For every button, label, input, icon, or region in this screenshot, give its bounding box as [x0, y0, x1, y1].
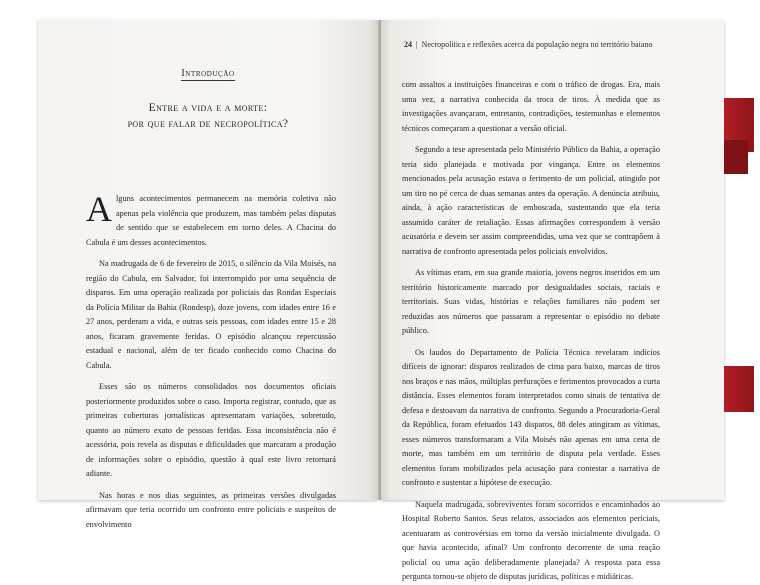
running-head	[404, 40, 652, 49]
paragraph: As vítimas eram, em sua grande maioria, jovens negros inseridos em um território historicamente marcado por desigualdades sociais, raciais e territoriais. Suas vidas, histórias e relações familiares não podem ser reduzidas aos números que passaram a representar o episódio no debate público.	[402, 268, 660, 335]
paragraph: Os laudos do Departamento de Polícia Técnica revelaram indícios difíceis de ignorar: disparos realizados de cima para baixo, marcas de tiros nos braços e nas mãos, múltiplas perfurações e ferimentos provocados a curta distância. Esses elementos foram interpretados como sinais de tentativa de defesa e destoavam da narrativa de confronto. Segundo a Procuradoria-Geral da República, foram efetuados 143 disparos, 88 deles atingiram as vítimas, esses números transformaram a Vila Moisés não apenas em uma cena de morte, mas também em um território de disputa pela verdade. Esses elementos foram mobilizados pela acusação para contestar a narrativa de confronto e sustentar a hipótese de execução.	[402, 347, 660, 487]
section-title-line1: Entre a vida e a morte:	[148, 102, 268, 114]
page-marker-tab	[724, 140, 748, 174]
chapter-heading: Introdução	[181, 68, 235, 79]
paragraph: Esses são os números consolidados nos documentos oficiais posteriormente produzidos sobre o caso. Importa registrar, contudo, que as primeiras coberturas jornalísticas apresentaram variações, sobretudo, quanto ao número exato de pessoas feridas. Essa inconsistência não é acessória, pois revela as disputas e dificuldades que marcaram a produção de informações sobre o episódio, questão à qual este livro retornará adiante.	[86, 382, 336, 478]
page-number: 24	[404, 40, 412, 49]
paragraph: Naquela madrugada, sobreviventes foram socorridos e encaminhados ao Hospital Roberto Santos. Seus relatos, associados aos elementos periciais, acentuaram as controvérsias em torno da versão inicialmente divulgada. O que havia acontecido, afinal? Um confronto decorrente de uma reação policial ou uma ação deliberadamente planejada? A resposta para essa pergunta tornou-se objeto de disputas jurídicas, políticas e midiáticas.	[402, 499, 660, 581]
left-page-body	[86, 189, 336, 532]
paragraph: Segundo a tese apresentada pelo Ministério Público da Bahia, a operação teria sido planejada e motivada por vingança. Entre os elementos mencionados pela acusação estava o ferimento de um policial, atingido por um tiro no pé cerca de duas semanas antes da operação. A denúncia atribuiu, ainda, à ação características de emboscada, sustentando que ela teria assumido caráter de retaliação. Essas afirmações correspondem à versão acusatória e devem ser assim compreendidas, uma vez que se contrapõem à narrativa de confronto apresentada pelos policiais envolvidos.	[402, 145, 660, 256]
open-book	[38, 20, 724, 581]
paragraph: Alguns acontecimentos permanecem na memória coletiva não apenas pela violência que produzem, mas também pelas disputas de sentido que se estabelecem em torno deles. A Chacina do Cabula é um desses acontecimentos.	[86, 189, 336, 247]
right-page-body	[402, 78, 660, 585]
running-head-separator: |	[416, 40, 418, 49]
drop-cap: A	[86, 189, 112, 229]
paragraph: Nas horas e nos dias seguintes, as primeiras versões divulgadas afirmavam que teria ocorrido um confronto entre policiais e suspeitos de envolvimento	[86, 490, 336, 529]
paragraph: Na madrugada de 6 de fevereiro de 2015, o silêncio da Vila Moisés, na região do Cabula, em Salvador, foi interrompido por uma sequência de disparos. Em uma operação realizada por policiais das Rondas Especiais da Polícia Militar da Bahia (Rondesp), doze jovens, com idades entre 16 e 27 anos, perderam a vida, e outras seis pessoas, com idades entre 15 e 28 anos, ficaram gravemente feridas. O episódio alcançou repercussão estadual e nacional, além de ter ficado conhecido como Chacina do Cabula.	[86, 259, 336, 370]
running-head-title: Necropolítica e reflexões acerca da população negra no território baiano	[421, 40, 653, 49]
section-title-line2: por que falar de necropolítica?	[127, 118, 289, 130]
page-marker-tab	[724, 366, 754, 412]
paragraph: com assaltos a instituições financeiras e com o tráfico de drogas. Era, mais uma vez, a narrativa conhecida da troca de tiros. À medida que as investigações avançaram, entretanto, contradições, testemunhas e elementos técnicos começaram a questionar a versão oficial.	[402, 80, 660, 133]
